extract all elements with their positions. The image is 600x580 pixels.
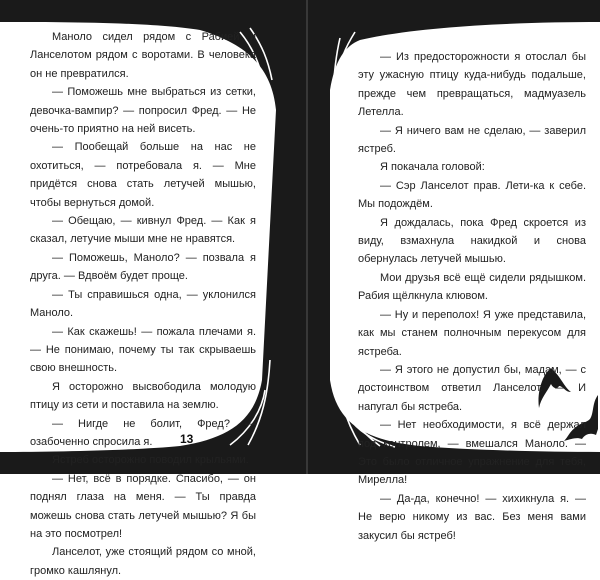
paragraph: Мои друзья всё ещё сидели рядышком. Рабия щёлкнула клювом. [358,271,586,303]
paragraph: — Поможешь, Маноло? — позвала я друга. — Вдвоём будет проще. [30,251,256,283]
paragraph: Я осторожно высвободила молодую птицу из сети и поставила на землю. [30,380,256,412]
paragraph: — Ты справишься одна, — уклонился Маноло. [30,288,256,320]
paragraph: Маноло сидел рядом с Рабией и Ланселотом рядом с воротами. В человека он не превратился. [30,31,256,80]
paragraph: — Ну и переполох! Я уже представила, как мы станем полночным перекусом для ястреба. [358,308,586,358]
top-black-band [0,0,600,20]
paragraph: Я дождалась, пока Фред скроется из виду, взмахнула накидкой и снова обернулась летучей мышью. [358,216,586,266]
paragraph: — Я этого не допустил бы, мадам, — с достоинством ответил Ланселот. — И напугал бы ястреба. [358,363,586,413]
paragraph: Я покачала головой: [380,161,485,174]
paragraph: — Нигде не болит, Фред? — озабоченно спросила я. [30,417,256,448]
paragraph: — Пообещай больше на нас не охотиться, — потребовала я. — Мне придётся снова стать летучей мышью, чтобы вернуться домой. [30,141,256,209]
paragraph: — Сэр Ланселот прав. Лети-ка к себе. Мы подождём. [358,179,586,211]
paragraph: — Обещаю, — кивнул Фред. — Как я сказал, летучие мыши мне не нравятся. [30,215,256,246]
paragraph: Ланселот, уже стоящий рядом со мной, громко кашлянул. [30,546,256,577]
right-page-text [358,48,586,545]
paragraph: — Да-да, конечно! — хихикнула я. — Не верю никому из вас. Без меня вами закусил бы ястреб! [358,492,586,542]
paragraph: — Я ничего вам не сделаю, — заверил ястреб. [358,124,586,156]
left-page-text [30,28,256,580]
paragraph: — Как скажешь! — пожала плечами я. — Не понимаю, почему ты так скрываешь свою внешность. [30,325,256,375]
page-number: 13 [180,432,194,446]
paragraph: — Из предосторожности я отослал бы эту ужасную птицу куда-нибудь подальше, прежде чем превращаться, мадмуазель Летелла. [358,51,586,119]
paragraph: Ястреб осторожно поводил крыльями. [52,454,249,467]
paragraph: — Поможешь мне выбраться из сетки, девочка-вампир? — попросил Фред. — Не очень-то приятно на ней висеть. [30,86,256,136]
paragraph: — Нет, всё в порядке. Спасибо, — он поднял глаза на меня. — Ты правда можешь снова стать летучей мышью? Я бы на это посмотрел! [30,472,256,540]
paragraph: — Нет необходимости, я всё держал под контролем, — вмешался Маноло. — Это было отличное упражнение для тебя, Мирелла! [358,419,586,487]
